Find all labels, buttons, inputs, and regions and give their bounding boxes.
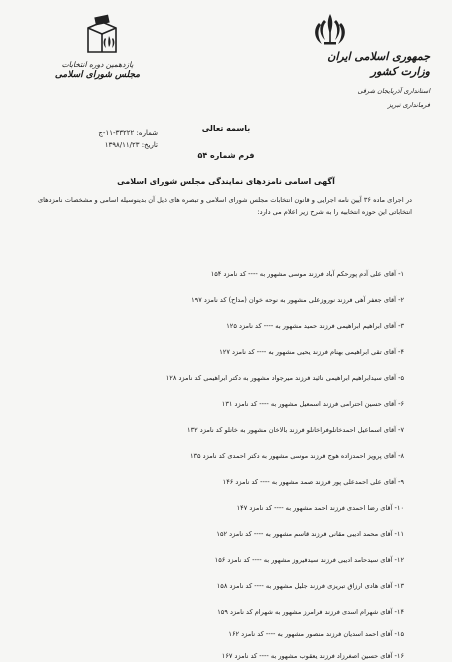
candidate-item: ۷- آقای اسماعیل احمدخانلوفراخانلو فرزند بالاخان مشهور به خانلو کد نامزد ۱۳۲: [187, 426, 404, 434]
candidate-item: ۱۱- آقای محمد ادیبی مقانی فرزند قاسم مشهور به ---- کد نامزد ۱۵۲: [216, 530, 404, 538]
form-number: فرم شماره ۵۴: [197, 151, 255, 160]
election-header: [40, 60, 155, 80]
election-logo-icon: [82, 14, 122, 56]
candidate-item: ۱۰- آقای رضا احمدی فرزند احمد مشهور به ---- کد نامزد ۱۴۷: [236, 504, 404, 512]
ministry-header: [260, 50, 430, 109]
candidate-item: ۱۵- آقای احمد اسدیان فرزند منصور مشهور به ---- کد نامزد ۱۶۲: [228, 630, 404, 638]
candidate-item: ۶- آقای حسین احترامی فرزند اسمعیل مشهور به ---- کد نامزد ۱۳۱: [221, 400, 404, 408]
candidate-item: ۱۳- آقای هادی ارزاق تبریزی فرزند جلیل مشهور به ---- کد نامزد ۱۵۸: [216, 582, 404, 590]
candidate-item: ۱۲- آقای سیدحامد ادیبی فرزند سیدفیروز مشهور به ---- کد نامزد ۱۵۶: [214, 556, 404, 564]
candidate-item: ۳- آقای ابراهیم ابراهیمی فرزند حمید مشهور به ---- کد نامزد ۱۲۵: [226, 322, 404, 330]
intro-paragraph: در اجرای ماده ۳۶ آیین نامه اجرایی و قانون انتخابات مجلس شورای اسلامی و تبصره های ذیل آن بدینوسیله اسامی و مشخصات نامزدهای انتخاباتی این حوزه انتخابیه را به شرح زیر اعلام می دارد:: [38, 196, 412, 216]
country-name: جمهوری اسلامی ایران: [327, 50, 430, 63]
candidate-item: ۱۴- آقای شهرام اسدی فرزند فرامرز مشهور به شهرام کد نامزد ۱۵۹: [217, 608, 404, 616]
governorate-office: فرمانداری تبریز: [387, 101, 430, 109]
candidate-item: ۴- آقای تقی ابراهیمی بهنام فرزند یحیی مشهور به ---- کد نامزد ۱۲۷: [219, 348, 404, 356]
letter-number: شماره: ۳۳۲۲۲-۱۱-ج: [98, 129, 158, 137]
candidate-item: ۵- آقای سیدابراهیم ابراهیمی نائید فرزند میرجواد مشهور به دکتر ابراهیمی کد نامزد ۱۲۸: [165, 374, 404, 382]
province-office: استانداری آذربایجان شرقی: [357, 87, 430, 95]
election-period: یازدهمین دوره انتخابات: [61, 60, 134, 69]
letter-date: تاریخ: ۱۳۹۸/۱۱/۲۳: [104, 141, 158, 149]
bismillah: باسمه تعالی: [201, 124, 251, 133]
candidate-item: ۲- آقای جعفر آهی فرزند نوروزعلی مشهور به نوحه خوان (مداح) کد نامزد ۱۹۷: [191, 296, 404, 304]
parliament-name: مجلس شورای اسلامی: [54, 70, 141, 80]
ministry-name: وزارت کشور: [370, 65, 430, 78]
candidate-item: ۹- آقای علی احمدعلی پور فرزند صمد مشهور به ---- کد نامزد ۱۴۶: [222, 478, 404, 486]
iran-emblem-icon: [310, 12, 350, 50]
candidate-item: ۸- آقای پرویز احمدزاده هوج فرزند موسی مشهور به دکتر احمدی کد نامزد ۱۳۵: [189, 452, 404, 460]
candidate-item: ۱۶- آقای حسین اصغرزاد فرزند یعقوب مشهور به ---- کد نامزد ۱۶۷: [221, 652, 404, 660]
notice-title: آگهی اسامی نامزدهای نمایندگی مجلس شورای اسلامی: [117, 177, 335, 186]
candidate-item: ۱- آقای علی آدم پورحکم آباد فرزند موسی مشهور به ---- کد نامزد ۱۵۴: [210, 270, 404, 278]
